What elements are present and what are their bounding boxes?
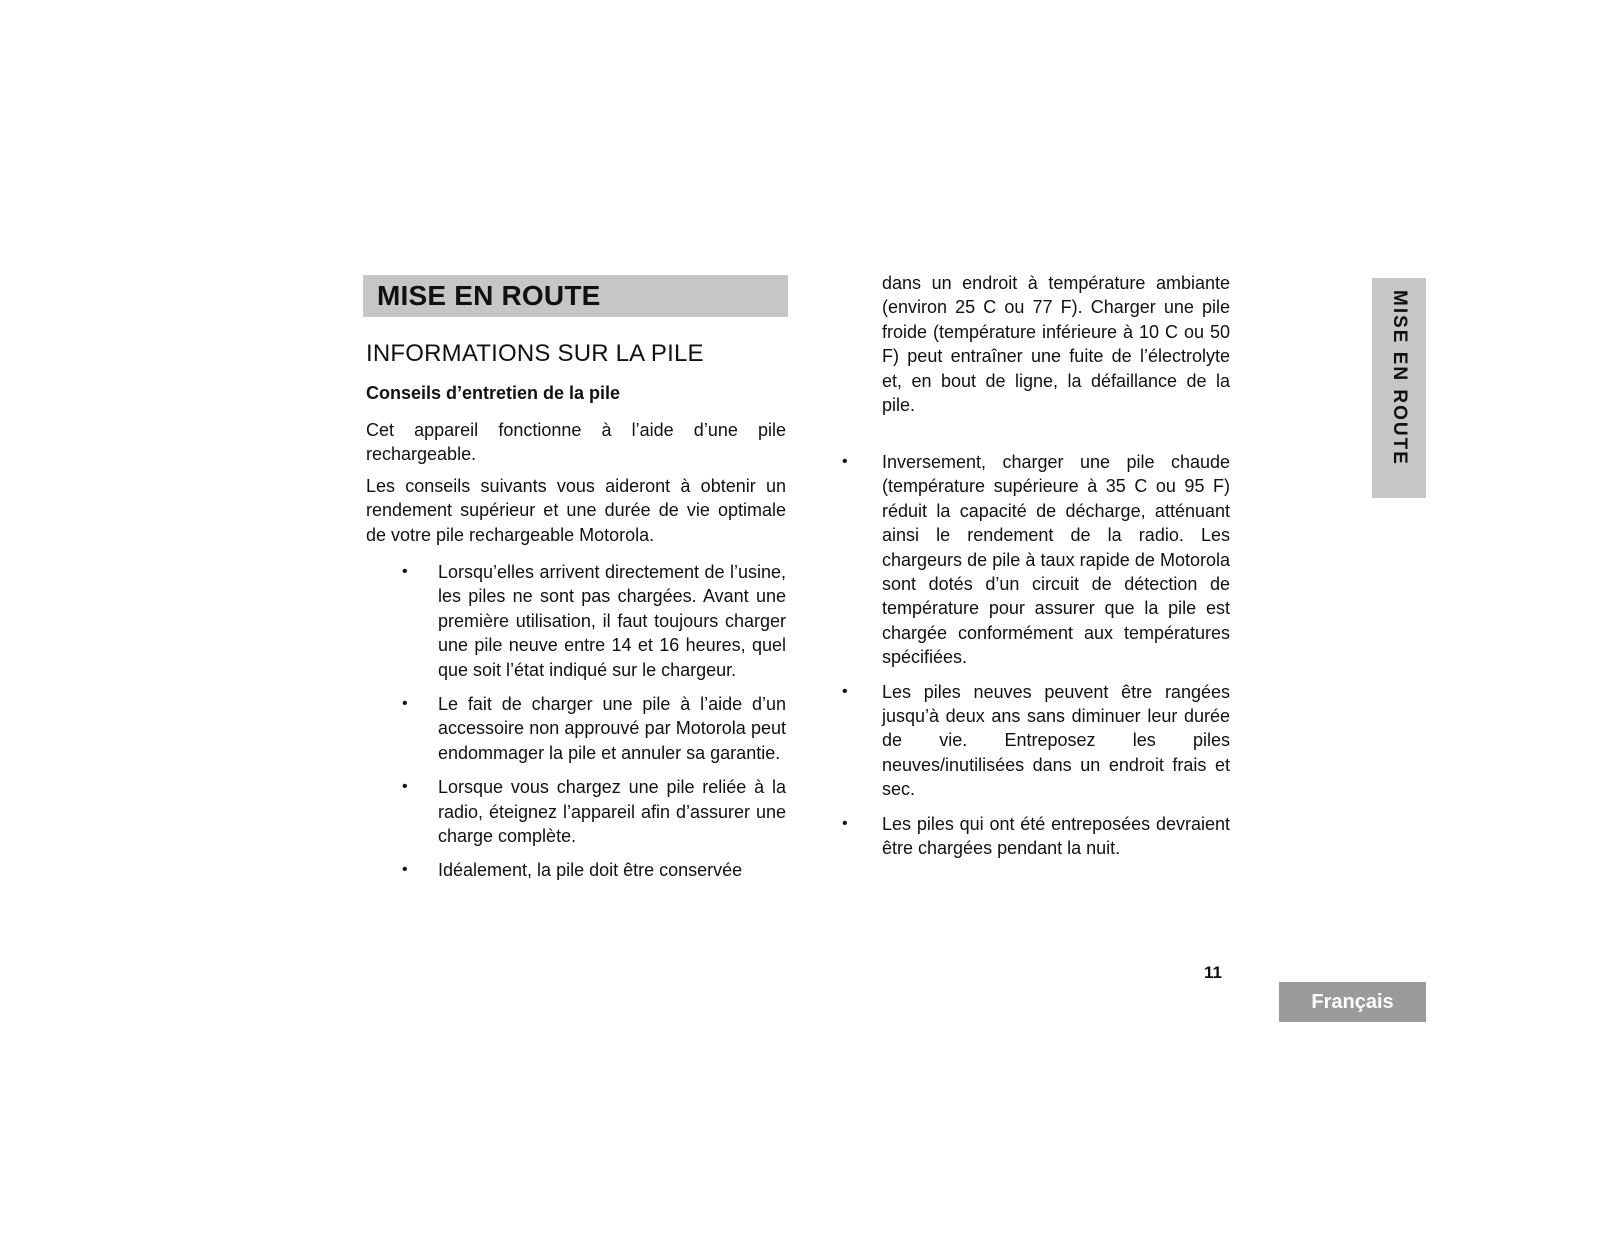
bullet-icon: •	[402, 778, 408, 796]
list-item	[838, 680, 1230, 802]
side-tab-label: MISE EN ROUTE	[1389, 290, 1410, 466]
list-item-text: Inversement, charger une pile chaude (température supérieure à 35 C ou 95 F) réduit la capacité de décharge, atténuant ainsi le rendement de la radio. Les chargeurs de pile à taux rapide de Motorola sont dotés d’un circuit de détection de température pour assurer que la pile est chargée conformément aux températures spécifiées.	[882, 452, 1230, 668]
language-label: Français	[1311, 991, 1394, 1013]
list-item-text: Lorsque vous chargez une pile reliée à la radio, éteignez l’appareil afin d’assurer une charge complète.	[438, 777, 786, 847]
list-item-text: Les piles qui ont été entreposées devraient être chargées pendant la nuit.	[882, 813, 1230, 859]
right-bullet-list	[838, 450, 1230, 871]
list-item	[838, 812, 1230, 861]
list-item	[366, 560, 786, 682]
subheading: Conseils d’entretien de la pile	[366, 383, 621, 403]
list-item-text: Les piles neuves peuvent être rangées jusqu’à deux ans sans diminuer leur durée de vie. Entreposez les piles neuves/inutilisées dans un endroit frais et sec.	[882, 681, 1230, 800]
list-item	[366, 692, 786, 765]
bullet-icon: •	[402, 695, 408, 713]
list-item-text: Idéalement, la pile doit être conservée	[438, 860, 743, 881]
section-title: MISE EN ROUTE	[377, 280, 601, 311]
chapter-side-tab	[1372, 278, 1426, 498]
list-item	[366, 858, 786, 882]
bullet-icon: •	[402, 861, 408, 879]
list-item	[838, 450, 1230, 670]
page-number: 11	[1204, 963, 1222, 982]
bullet-icon: •	[842, 453, 848, 470]
bullet-icon: •	[842, 682, 848, 700]
continued-paragraph: dans un endroit à température ambiante (environ 25 C ou 77 F). Charger une pile froide (température inférieure à 10 C ou 50 F) peut entraîner une fuite de l’électrolyte et, en bout de ligne, la défaillance de la pile.	[882, 273, 1230, 416]
list-item-text: Le fait de charger une pile à l’aide d’un accessoire non approuvé par Motorola peut endommager la pile et annuler sa garantie.	[438, 694, 786, 763]
section-title-banner	[363, 275, 788, 317]
intro-paragraph-2: Les conseils suivants vous aideront à obtenir un rendement supérieur et une durée de vie optimale de votre pile rechargeable Motorola.	[366, 476, 786, 545]
bullet-icon: •	[842, 814, 848, 832]
list-item-text: Lorsqu’elles arrivent directement de l’usine, les piles ne sont pas chargées. Avant une première utilisation, il faut toujours charger une pile neuve entre 14 et 16 heures, quel que soit l’état indiqué sur le chargeur.	[438, 562, 786, 680]
language-tab	[1279, 982, 1426, 1022]
left-bullet-list	[366, 560, 786, 893]
bullet-icon: •	[402, 563, 408, 580]
page-heading: INFORMATIONS SUR LA PILE	[366, 340, 704, 367]
intro-paragraph-1: Cet appareil fonctionne à l’aide d’une pile rechargeable.	[366, 420, 786, 465]
list-item	[366, 775, 786, 848]
